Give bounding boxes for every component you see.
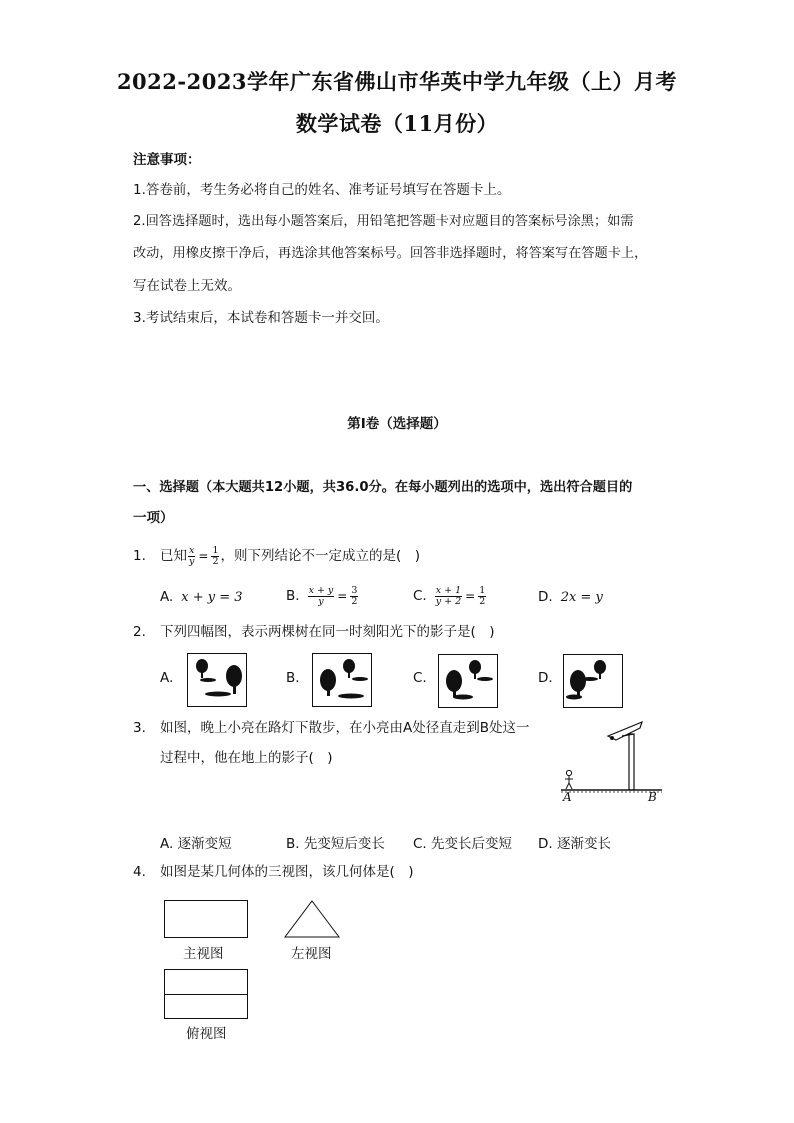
- q1-rhs-denominator: 2: [212, 555, 219, 567]
- section-heading-line1: 一、选择题（本大题共12小题，共36.0分。在每小题列出的选项中，选出符合题目的: [133, 480, 633, 495]
- notice-item-1: 1.答卷前，考生务必将自己的姓名、准考证号填写在答题卡上。: [133, 182, 511, 198]
- q3-option-d[interactable]: D. 逐渐变长: [538, 836, 611, 852]
- front-view-caption: 主视图: [183, 946, 224, 962]
- q3-point-b-label: B: [648, 790, 657, 804]
- paper-title-line1: 2022-2023学年广东省佛山市华英中学九年级（上）月考: [116, 69, 678, 94]
- q1-option-b[interactable]: B. $\frac{x + y}{y}$ = $\frac{3}{2}$: [286, 584, 358, 607]
- q3-point-a-label: A: [563, 790, 572, 804]
- q3-stem-line1: 如图，晚上小亮在路灯下散步，在小亮由A处径直走到B处这一: [160, 720, 530, 736]
- q1-option-d[interactable]: [538, 586, 603, 608]
- q1-rhs-numerator: 1: [212, 544, 219, 556]
- q1-option-a-label: A.: [160, 589, 174, 605]
- q1-option-c-fraction: [435, 586, 462, 607]
- q1-option-b-numerator: x + y: [308, 584, 334, 596]
- q1-number: 1.: [133, 548, 146, 564]
- q2-option-d-image[interactable]: [563, 654, 623, 708]
- q2-option-a-image[interactable]: [187, 653, 247, 707]
- q1-option-c-denominator: y + 2: [435, 595, 462, 607]
- q2-option-b-image[interactable]: [312, 653, 372, 707]
- paper-title-line2: 数学试卷（11月份）: [295, 111, 499, 136]
- left-view-triangle: [283, 899, 341, 939]
- q1-option-b-denominator: y: [318, 595, 324, 607]
- notice-item-2-line1: 2.回答选择题时，选出每小题答案后，用铅笔把答题卡对应题目的答案标号涂黑；如需: [133, 214, 634, 229]
- q1-stem-before: 已知: [160, 548, 187, 564]
- trees-shadow-c-icon: [439, 655, 497, 707]
- q2-option-d-label[interactable]: D.: [538, 670, 553, 686]
- q2-option-b-label[interactable]: B.: [286, 670, 300, 686]
- q1-option-c[interactable]: C. $\frac{x + 1}{y + 2}$ = $\frac{1}{2}$: [413, 584, 486, 607]
- notice-item-3: 3.考试结束后，本试卷和答题卡一并交回。: [133, 310, 389, 326]
- q1-stem-after: ，则下列结论不一定成立的是( ): [220, 548, 421, 564]
- notice-item-2-line2: 改动，用橡皮擦干净后，再选涂其他答案标号。回答非选择题时，将答案写在答题卡上，: [133, 246, 648, 261]
- front-view-rectangle: [164, 900, 248, 938]
- q3-option-b[interactable]: B. 先变短后变长: [286, 836, 385, 852]
- q1-option-c-rhs: [478, 586, 486, 607]
- trees-shadow-d-icon: [564, 655, 622, 707]
- q1-option-b-rhs-numerator: 3: [351, 584, 358, 596]
- q1-option-b-fraction: [308, 586, 335, 607]
- q1-option-d-label: D.: [538, 589, 553, 605]
- q1-option-c-rhs-numerator: 1: [479, 584, 486, 596]
- q1-option-c-numerator: x + 1: [435, 584, 462, 596]
- q3-stem-line2: 过程中，他在地上的影子( ): [160, 750, 333, 766]
- q1-fraction-xy: [188, 546, 195, 567]
- q2-option-a-label[interactable]: A.: [160, 670, 174, 686]
- q1-equals: =: [198, 549, 209, 563]
- triangle-icon: [283, 899, 341, 939]
- notice-heading: 注意事项：: [133, 152, 201, 168]
- section-heading-line2: 一项）: [133, 510, 174, 526]
- q1-frac-denominator: y: [189, 555, 195, 567]
- q1-option-d-text: 2x = y: [560, 589, 603, 605]
- q1-option-b-rhs: [350, 586, 358, 607]
- notice-item-2-line3: 写在试卷上无效。: [133, 278, 241, 294]
- q3-option-c[interactable]: C. 先变长后变短: [413, 836, 513, 852]
- q1-option-b-rhs-denominator: 2: [351, 595, 358, 607]
- part-title: 第I卷（选择题）: [347, 416, 447, 432]
- top-view-divider: [165, 994, 247, 995]
- q1-option-c-label: C.: [413, 588, 427, 604]
- top-view-caption: 俯视图: [186, 1026, 227, 1042]
- q2-option-c-label[interactable]: C.: [413, 670, 427, 686]
- q4-stem: 如图是某几何体的三视图，该几何体是( ): [160, 864, 414, 880]
- q1-fraction-half: [211, 546, 219, 567]
- q2-option-c-image[interactable]: [438, 654, 498, 708]
- trees-shadow-b-icon: [313, 654, 371, 706]
- q1-option-a[interactable]: [160, 586, 243, 608]
- q2-number: 2.: [133, 624, 146, 640]
- q3-option-a[interactable]: A. 逐渐变短: [160, 836, 232, 852]
- q3-number: 3.: [133, 720, 146, 736]
- q1-option-b-label: B.: [286, 588, 300, 604]
- q2-stem: 下列四幅图，表示两棵树在同一时刻阳光下的影子是( ): [160, 624, 495, 640]
- q1-option-a-text: x + y = 3: [181, 589, 243, 605]
- top-view-rectangle: [164, 969, 248, 1019]
- q1-stem: [160, 540, 420, 572]
- left-view-caption: 左视图: [291, 946, 332, 962]
- q1-option-c-rhs-denominator: 2: [479, 595, 486, 607]
- q1-frac-numerator: x: [189, 544, 195, 556]
- trees-shadow-a-icon: [188, 654, 246, 706]
- q4-number: 4.: [133, 864, 146, 880]
